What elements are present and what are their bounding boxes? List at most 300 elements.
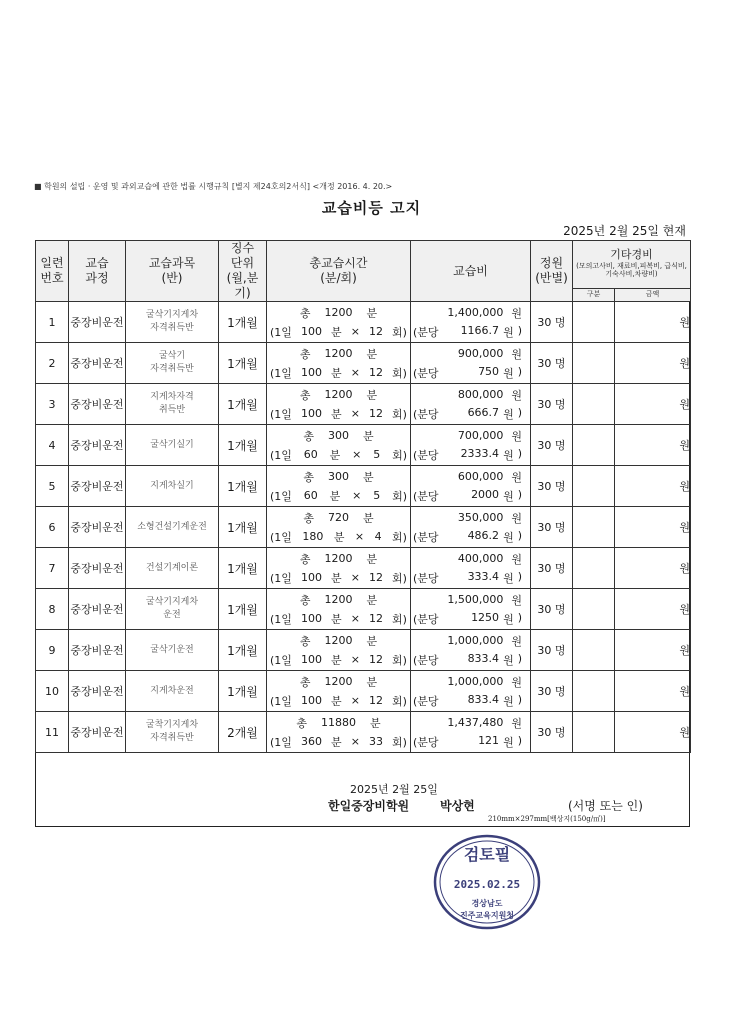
row-unit: 1개월 xyxy=(219,466,267,507)
won-unit: 원 xyxy=(503,653,514,667)
row-no: 8 xyxy=(36,589,69,630)
fee-amount: 900,000 xyxy=(457,347,504,360)
row-fee: 600,000 원 (분당 2000 원 ) xyxy=(411,466,531,507)
per-minute-fee: 833.4 xyxy=(467,651,500,665)
minutes-unit: 분 xyxy=(331,366,342,380)
row-etc-amount: 원 xyxy=(615,671,691,712)
header-fee-label: 교습비 xyxy=(453,263,488,278)
daily-minutes: 100 xyxy=(300,325,322,338)
total-label: 총 xyxy=(303,429,314,443)
row-course: 중장비운전 xyxy=(69,425,126,466)
capacity-value: 30 xyxy=(537,316,552,329)
fee-amount: 800,000 xyxy=(457,388,504,401)
row-capacity xyxy=(531,712,573,753)
row-subject: 소형건설기계운전 xyxy=(126,507,219,548)
row-fee: 400,000 원 (분당 333.4 원 ) xyxy=(411,548,531,589)
header-etc-type: 구분 xyxy=(573,288,615,301)
row-subject: 굴삭기실기 xyxy=(126,425,219,466)
won-unit: 원 xyxy=(511,429,522,443)
won-unit: 원 xyxy=(503,325,514,339)
header-etc-amount: 금액 xyxy=(615,288,691,301)
daily-minutes: 100 xyxy=(300,407,322,420)
per-minute-label: (분당 xyxy=(413,325,439,339)
fee-amount: 1,437,480 xyxy=(447,716,504,729)
row-unit: 1개월 xyxy=(219,630,267,671)
row-no: 1 xyxy=(36,302,69,343)
times-sign: × xyxy=(350,366,360,379)
row-etc-type xyxy=(573,671,615,712)
won-unit: 원 xyxy=(503,612,514,626)
per-day-label: (1일 xyxy=(270,407,292,421)
capacity-value: 30 xyxy=(537,398,552,411)
row-no: 10 xyxy=(36,671,69,712)
total-label: 총 xyxy=(299,347,311,361)
session-unit: 회) xyxy=(392,489,407,503)
header-etc-desc: (모의고사비, 재료비,피복비, 급식비, 기숙사비,차량비) xyxy=(576,261,687,279)
times-sign: × xyxy=(350,694,360,707)
won-unit: 원 xyxy=(503,448,514,462)
total-label: 총 xyxy=(303,470,314,484)
capacity-unit: 명 xyxy=(554,521,566,534)
won-unit: 원 xyxy=(511,675,522,689)
row-unit: 1개월 xyxy=(219,425,267,466)
row-unit: 1개월 xyxy=(219,671,267,712)
row-unit: 1개월 xyxy=(219,507,267,548)
minutes-unit: 분 xyxy=(366,306,378,320)
won-unit: 원 xyxy=(511,347,522,361)
capacity-unit: 명 xyxy=(554,439,566,452)
won-unit: 원 xyxy=(503,571,514,585)
capacity-value: 30 xyxy=(537,685,552,698)
minutes-unit: 분 xyxy=(363,511,374,525)
stamp-office-2: 진주교육지원청 xyxy=(459,911,515,920)
table-row xyxy=(36,343,691,384)
row-etc-type xyxy=(573,548,615,589)
won-unit: 원 xyxy=(503,694,514,708)
per-day-label: (1일 xyxy=(270,448,292,462)
minutes-unit: 분 xyxy=(331,407,342,421)
session-count: 12 xyxy=(368,407,383,420)
row-hours xyxy=(267,466,411,507)
row-no: 9 xyxy=(36,630,69,671)
per-minute-label: (분당 xyxy=(413,735,439,749)
won-unit: 원 xyxy=(511,388,522,402)
row-etc-type xyxy=(573,507,615,548)
table-row xyxy=(36,589,691,630)
row-etc-amount: 원 xyxy=(615,630,691,671)
session-count: 12 xyxy=(368,694,383,707)
table-row xyxy=(36,671,691,712)
won-unit: 원 xyxy=(511,511,522,525)
won-unit: 원 xyxy=(503,735,514,749)
header-capacity xyxy=(531,241,573,302)
daily-minutes: 100 xyxy=(300,653,322,666)
per-day-label: (1일 xyxy=(270,530,292,544)
row-etc-type xyxy=(573,384,615,425)
won-unit: 원 xyxy=(503,489,514,503)
per-day-label: (1일 xyxy=(270,366,292,380)
row-unit: 1개월 xyxy=(219,384,267,425)
row-hours xyxy=(267,589,411,630)
times-sign: × xyxy=(350,612,360,625)
daily-minutes: 180 xyxy=(302,530,324,543)
row-fee: 900,000 원 (분당 750 원 ) xyxy=(411,343,531,384)
per-day-label: (1일 xyxy=(270,653,292,667)
times-sign: × xyxy=(352,489,362,502)
header-course-label: 교습 과정 xyxy=(85,256,109,285)
fee-amount: 1,400,000 xyxy=(447,306,504,319)
row-etc-amount: 원 xyxy=(615,548,691,589)
total-minutes: 1200 xyxy=(324,634,353,647)
session-unit: 회) xyxy=(392,407,407,421)
total-label: 총 xyxy=(299,634,311,648)
row-hours xyxy=(267,384,411,425)
minutes-unit: 분 xyxy=(363,470,374,484)
row-fee: 1,500,000 원 (분당 1250 원 ) xyxy=(411,589,531,630)
row-course: 중장비운전 xyxy=(69,466,126,507)
table-row xyxy=(36,507,691,548)
row-no: 7 xyxy=(36,548,69,589)
total-label: 총 xyxy=(299,675,311,689)
row-etc-amount: 원 xyxy=(615,712,691,753)
won-unit: 원 xyxy=(503,366,514,380)
won-unit: 원 xyxy=(511,634,522,648)
per-minute-fee: 750 xyxy=(478,364,500,378)
session-unit: 회) xyxy=(392,612,407,626)
row-fee: 1,437,480 원 (분당 121 원 ) xyxy=(411,712,531,753)
row-capacity xyxy=(531,302,573,343)
capacity-unit: 명 xyxy=(554,644,566,657)
capacity-value: 30 xyxy=(537,726,552,739)
won-unit: 원 xyxy=(503,530,514,544)
fee-table-body xyxy=(36,302,691,753)
row-capacity xyxy=(531,466,573,507)
per-minute-label: (분당 xyxy=(413,530,439,544)
representative-name: 박상현 xyxy=(440,799,475,813)
session-unit: 회) xyxy=(392,571,407,585)
minutes-unit: 분 xyxy=(366,347,378,361)
per-minute-fee: 1250 xyxy=(471,610,500,624)
row-subject: 지게차자격 취득반 xyxy=(126,384,219,425)
session-count: 12 xyxy=(368,653,383,666)
minutes-unit: 분 xyxy=(331,571,342,585)
minutes-unit: 분 xyxy=(370,716,381,730)
legal-reference: ■ 학원의 설립 · 운영 및 과외교습에 관한 법률 시행규칙 [별지 제24호의2서식] <개정 2016. 4. 20.> xyxy=(34,182,393,191)
row-course: 중장비운전 xyxy=(69,630,126,671)
won-unit: 원 xyxy=(511,593,522,607)
row-fee: 700,000 원 (분당 2333.4 원 ) xyxy=(411,425,531,466)
minutes-unit: 분 xyxy=(366,634,378,648)
row-fee: 800,000 원 (분당 666.7 원 ) xyxy=(411,384,531,425)
session-count: 12 xyxy=(368,571,383,584)
table-row xyxy=(36,548,691,589)
header-no xyxy=(36,241,69,302)
row-fee: 1,000,000 원 (분당 833.4 원 ) xyxy=(411,630,531,671)
row-unit: 1개월 xyxy=(219,343,267,384)
session-count: 12 xyxy=(368,366,383,379)
row-subject: 지게차운전 xyxy=(126,671,219,712)
won-unit: 원 xyxy=(511,470,522,484)
row-capacity xyxy=(531,507,573,548)
row-unit: 2개월 xyxy=(219,712,267,753)
header-no-label: 일련 번호 xyxy=(40,256,64,285)
per-day-label: (1일 xyxy=(270,571,292,585)
fee-amount: 400,000 xyxy=(457,552,504,565)
total-minutes: 1200 xyxy=(324,552,353,565)
per-day-label: (1일 xyxy=(270,489,292,503)
row-etc-type xyxy=(573,589,615,630)
stamp-date: 2025.02.25 xyxy=(453,878,521,891)
row-etc-type xyxy=(573,712,615,753)
total-minutes: 720 xyxy=(328,511,349,524)
row-subject: 굴삭기지게차 운전 xyxy=(126,589,219,630)
row-etc-type xyxy=(573,425,615,466)
row-course: 중장비운전 xyxy=(69,507,126,548)
per-minute-label: (분당 xyxy=(413,653,439,667)
header-unit-label: 징수 단위 (월,분기) xyxy=(226,241,259,300)
total-label: 총 xyxy=(299,552,311,566)
per-minute-fee: 1166.7 xyxy=(460,323,500,337)
per-day-label: (1일 xyxy=(270,612,292,626)
minutes-unit: 분 xyxy=(331,653,342,667)
row-no: 5 xyxy=(36,466,69,507)
per-minute-label: (분당 xyxy=(413,366,439,380)
fee-amount: 600,000 xyxy=(457,470,504,483)
minutes-unit: 분 xyxy=(366,593,378,607)
row-subject: 굴삭기 자격취득반 xyxy=(126,343,219,384)
minutes-unit: 분 xyxy=(329,448,341,462)
row-hours xyxy=(267,343,411,384)
session-unit: 회) xyxy=(392,325,407,339)
session-count: 4 xyxy=(374,530,382,543)
total-minutes: 1200 xyxy=(324,388,353,401)
session-count: 5 xyxy=(373,448,381,461)
row-etc-amount: 원 xyxy=(615,343,691,384)
total-label: 총 xyxy=(299,306,311,320)
per-minute-label: (분당 xyxy=(413,407,439,421)
signature-date: 2025년 2월 25일 xyxy=(350,783,438,796)
minutes-unit: 분 xyxy=(366,675,378,689)
total-minutes: 1200 xyxy=(324,593,353,606)
fee-table xyxy=(35,240,691,753)
row-course: 중장비운전 xyxy=(69,589,126,630)
row-subject: 굴착기지게차 자격취득반 xyxy=(126,712,219,753)
total-label: 총 xyxy=(296,716,307,730)
minutes-unit: 분 xyxy=(331,325,342,339)
per-minute-fee: 486.2 xyxy=(467,528,500,542)
per-minute-label: (분당 xyxy=(413,489,439,503)
times-sign: × xyxy=(350,325,360,338)
row-capacity xyxy=(531,548,573,589)
table-row xyxy=(36,384,691,425)
daily-minutes: 100 xyxy=(300,612,322,625)
row-unit: 1개월 xyxy=(219,302,267,343)
minutes-unit: 분 xyxy=(331,612,342,626)
capacity-value: 30 xyxy=(537,357,552,370)
capacity-value: 30 xyxy=(537,562,552,575)
capacity-value: 30 xyxy=(537,644,552,657)
minutes-unit: 분 xyxy=(331,694,342,708)
fee-amount: 350,000 xyxy=(457,511,504,524)
as-of-date: 2025년 2월 25일 현재 xyxy=(563,224,686,238)
minutes-unit: 분 xyxy=(366,552,378,566)
table-row xyxy=(36,630,691,671)
row-etc-amount: 원 xyxy=(615,425,691,466)
won-unit: 원 xyxy=(511,306,522,320)
minutes-unit: 분 xyxy=(331,735,342,749)
total-minutes: 11880 xyxy=(321,716,356,729)
row-hours xyxy=(267,425,411,466)
daily-minutes: 60 xyxy=(303,448,318,461)
row-fee: 1,400,000 원 (분당 1166.7 원 ) xyxy=(411,302,531,343)
row-capacity xyxy=(531,589,573,630)
row-hours xyxy=(267,630,411,671)
row-subject: 지게차실기 xyxy=(126,466,219,507)
times-sign: × xyxy=(354,530,365,543)
row-capacity xyxy=(531,671,573,712)
capacity-value: 30 xyxy=(537,603,552,616)
row-etc-amount: 원 xyxy=(615,466,691,507)
signature-note: (서명 또는 인) xyxy=(568,799,643,813)
total-label: 총 xyxy=(299,388,311,402)
fee-amount: 1,000,000 xyxy=(447,634,504,647)
per-minute-fee: 2333.4 xyxy=(460,446,500,460)
minutes-unit: 분 xyxy=(333,530,345,544)
table-row xyxy=(36,466,691,507)
academy-name: 한일중장비학원 xyxy=(328,799,410,813)
row-etc-amount: 원 xyxy=(615,302,691,343)
row-unit: 1개월 xyxy=(219,548,267,589)
row-capacity xyxy=(531,425,573,466)
row-etc-type xyxy=(573,302,615,343)
total-minutes: 1200 xyxy=(324,675,353,688)
daily-minutes: 100 xyxy=(300,366,322,379)
row-etc-amount: 원 xyxy=(615,507,691,548)
session-count: 12 xyxy=(368,325,383,338)
row-hours xyxy=(267,671,411,712)
row-course: 중장비운전 xyxy=(69,302,126,343)
capacity-value: 30 xyxy=(537,480,552,493)
total-minutes: 1200 xyxy=(324,347,353,360)
stamp-office-1: 경상남도 xyxy=(471,899,503,908)
fee-amount: 1,500,000 xyxy=(447,593,504,606)
session-unit: 회) xyxy=(392,735,407,749)
times-sign: × xyxy=(350,735,360,748)
row-hours xyxy=(267,548,411,589)
total-label: 총 xyxy=(303,511,314,525)
capacity-unit: 명 xyxy=(554,685,566,698)
times-sign: × xyxy=(350,571,360,584)
daily-minutes: 100 xyxy=(300,571,322,584)
row-course: 중장비운전 xyxy=(69,548,126,589)
row-subject: 굴삭기지게차 자격취득반 xyxy=(126,302,219,343)
page-title: 교습비등 고지 xyxy=(321,199,422,217)
header-fee xyxy=(411,241,531,302)
row-capacity xyxy=(531,384,573,425)
fee-amount: 700,000 xyxy=(457,429,504,442)
capacity-unit: 명 xyxy=(554,726,566,739)
daily-minutes: 100 xyxy=(300,694,322,707)
capacity-unit: 명 xyxy=(554,603,566,616)
row-fee: 1,000,000 원 (분당 833.4 원 ) xyxy=(411,671,531,712)
total-minutes: 1200 xyxy=(324,306,353,319)
total-label: 총 xyxy=(299,593,311,607)
won-unit: 원 xyxy=(511,552,522,566)
row-hours xyxy=(267,302,411,343)
row-hours xyxy=(267,712,411,753)
session-unit: 회) xyxy=(392,448,407,462)
total-minutes: 300 xyxy=(328,429,349,442)
per-minute-fee: 666.7 xyxy=(467,405,500,419)
row-etc-amount: 원 xyxy=(615,589,691,630)
header-course xyxy=(69,241,126,302)
minutes-unit: 분 xyxy=(366,388,378,402)
row-subject: 굴삭기운전 xyxy=(126,630,219,671)
times-sign: × xyxy=(350,407,360,420)
per-minute-fee: 833.4 xyxy=(467,692,500,706)
row-course: 중장비운전 xyxy=(69,712,126,753)
header-subject xyxy=(126,241,219,302)
row-capacity xyxy=(531,630,573,671)
session-unit: 회) xyxy=(392,653,407,667)
fee-amount: 1,000,000 xyxy=(447,675,504,688)
per-minute-label: (분당 xyxy=(413,612,439,626)
row-subject: 건설기계이론 xyxy=(126,548,219,589)
capacity-unit: 명 xyxy=(554,357,566,370)
times-sign: × xyxy=(350,653,360,666)
stamp-label: 검토필 xyxy=(463,845,511,864)
capacity-unit: 명 xyxy=(554,316,566,329)
capacity-value: 30 xyxy=(537,521,552,534)
minutes-unit: 분 xyxy=(329,489,341,503)
session-unit: 회) xyxy=(392,694,407,708)
row-course: 중장비운전 xyxy=(69,671,126,712)
per-minute-fee: 333.4 xyxy=(467,569,500,583)
per-day-label: (1일 xyxy=(270,694,292,708)
header-unit xyxy=(219,241,267,302)
row-no: 4 xyxy=(36,425,69,466)
row-no: 3 xyxy=(36,384,69,425)
row-fee: 350,000 원 (분당 486.2 원 ) xyxy=(411,507,531,548)
header-etc xyxy=(573,241,691,289)
table-row xyxy=(36,302,691,343)
daily-minutes: 360 xyxy=(300,735,322,748)
paper-spec: 210mm×297mm[백상지(150g/㎡)] xyxy=(488,815,606,823)
session-count: 33 xyxy=(368,735,383,748)
header-capacity-label: 정원 (반별) xyxy=(535,256,568,285)
row-no: 6 xyxy=(36,507,69,548)
session-count: 12 xyxy=(368,612,383,625)
times-sign: × xyxy=(352,448,362,461)
header-hours-label: 총교습시간 (분/회) xyxy=(309,256,368,285)
header-subject-label: 교습과목 (반) xyxy=(148,256,196,285)
table-row xyxy=(36,425,691,466)
row-course: 중장비운전 xyxy=(69,384,126,425)
session-unit: 회) xyxy=(392,530,407,544)
daily-minutes: 60 xyxy=(303,489,318,502)
header-etc-title: 기타경비 xyxy=(610,248,653,262)
session-count: 5 xyxy=(373,489,381,502)
row-no: 11 xyxy=(36,712,69,753)
row-etc-type xyxy=(573,630,615,671)
row-no: 2 xyxy=(36,343,69,384)
capacity-value: 30 xyxy=(537,439,552,452)
minutes-unit: 분 xyxy=(363,429,374,443)
row-unit: 1개월 xyxy=(219,589,267,630)
per-minute-label: (분당 xyxy=(413,694,439,708)
header-hours xyxy=(267,241,411,302)
capacity-unit: 명 xyxy=(554,562,566,575)
